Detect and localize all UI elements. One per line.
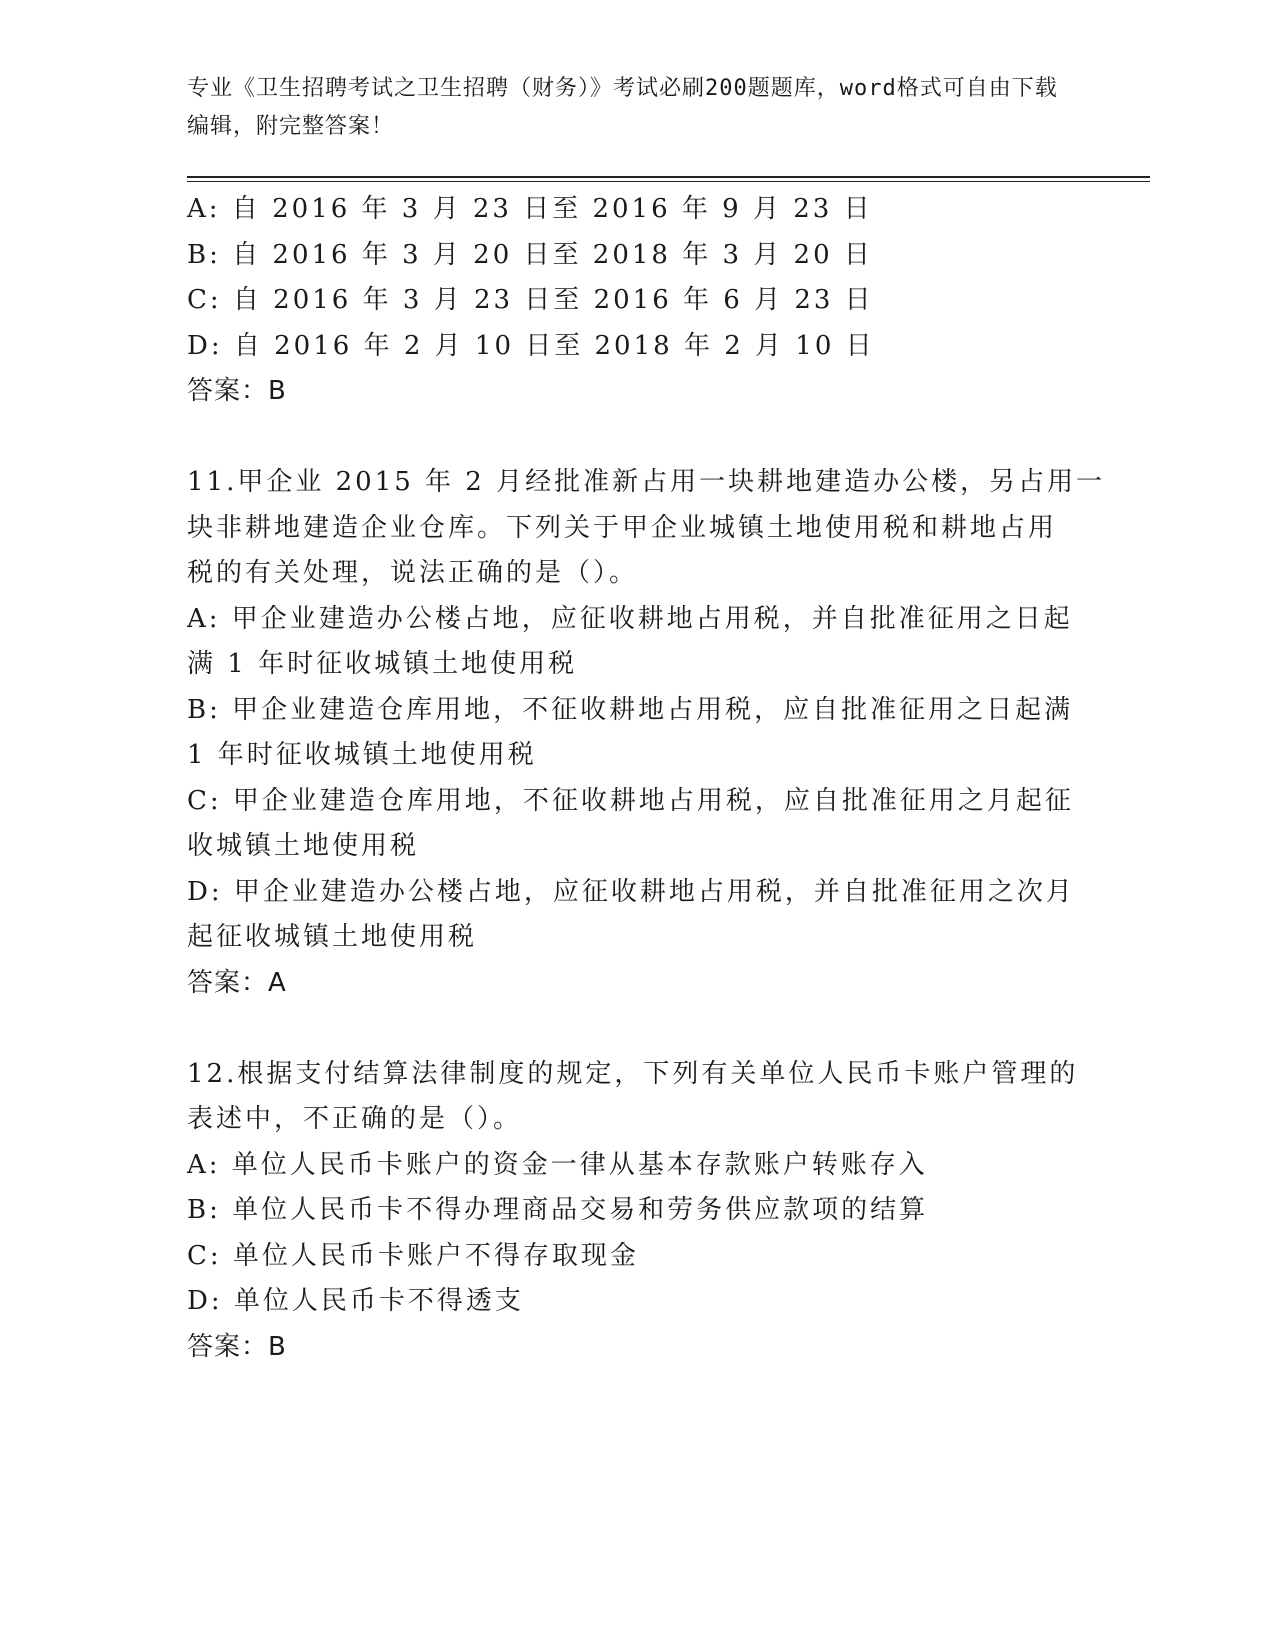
answer: 答案：B xyxy=(187,1331,287,1362)
option-d: D: 单位人民币卡不得透支 xyxy=(187,1286,524,1316)
option-c: C: 单位人民币卡账户不得存取现金 xyxy=(187,1240,639,1271)
question-12 xyxy=(187,1052,1079,1371)
option-b-continued: 1 年时征收城镇土地使用税 xyxy=(187,740,537,770)
spacer xyxy=(187,1006,1067,1052)
option-b: B: 自 2016 年 3 月 20 日至 2018 年 3 月 20 日 xyxy=(187,239,873,270)
question-11 xyxy=(187,460,1106,1006)
option-c-continued: 收城镇土地使用税 xyxy=(187,831,420,861)
option-c: C: 自 2016 年 3 月 23 日至 2016 年 6 月 23 日 xyxy=(187,285,874,315)
question-stem-line: 税的有关处理，说法正确的是（）。 xyxy=(187,558,639,588)
option-d: D: 甲企业建造办公楼占地，应征收耕地占用税，并自批准征用之次月 xyxy=(187,876,1075,907)
answer: 答案：B xyxy=(187,376,287,406)
spacer xyxy=(187,415,1067,461)
question-stem-line: 表述中，不正确的是（）。 xyxy=(187,1104,523,1134)
option-a: A: 单位人民币卡账户的资金一律从基本存款账户转账存入 xyxy=(187,1149,928,1180)
document-body xyxy=(187,187,1106,1370)
option-d: D: 自 2016 年 2 月 10 日至 2018 年 2 月 10 日 xyxy=(187,330,875,361)
option-a: A: 甲企业建造办公楼占地，应征收耕地占用税，并自批准征用之日起 xyxy=(187,603,1073,634)
header-rule-thick xyxy=(187,176,1150,178)
option-d-continued: 起征收城镇土地使用税 xyxy=(187,922,478,952)
document-header: 专业《卫生招聘考试之卫生招聘（财务）》考试必刷200题题库，word格式可自由下载编辑，附完整答案！ xyxy=(187,76,1058,139)
question-10 xyxy=(187,187,1067,415)
option-c: C: 甲企业建造仓库用地，不征收耕地占用税，应自批准征用之月起征 xyxy=(187,785,1074,816)
question-stem-line: 12.根据支付结算法律制度的规定，下列有关单位人民币卡账户管理的 xyxy=(187,1058,1079,1089)
option-a: A: 自 2016 年 3 月 23 日至 2016 年 9 月 23 日 xyxy=(187,194,873,224)
option-a-continued: 满 1 年时征收城镇土地使用税 xyxy=(187,649,578,679)
option-b: B: 单位人民币卡不得办理商品交易和劳务供应款项的结算 xyxy=(187,1195,929,1225)
header-rule-thin xyxy=(187,181,1150,182)
answer: 答案：A xyxy=(187,967,287,998)
question-stem-line: 11.甲企业 2015 年 2 月经批准新占用一块耕地建造办公楼，另占用一 xyxy=(187,467,1106,497)
option-b: B: 甲企业建造仓库用地，不征收耕地占用税，应自批准征用之日起满 xyxy=(187,694,1074,725)
question-stem-line: 块非耕地建造企业仓库。下列关于甲企业城镇土地使用税和耕地占用 xyxy=(187,512,1058,543)
